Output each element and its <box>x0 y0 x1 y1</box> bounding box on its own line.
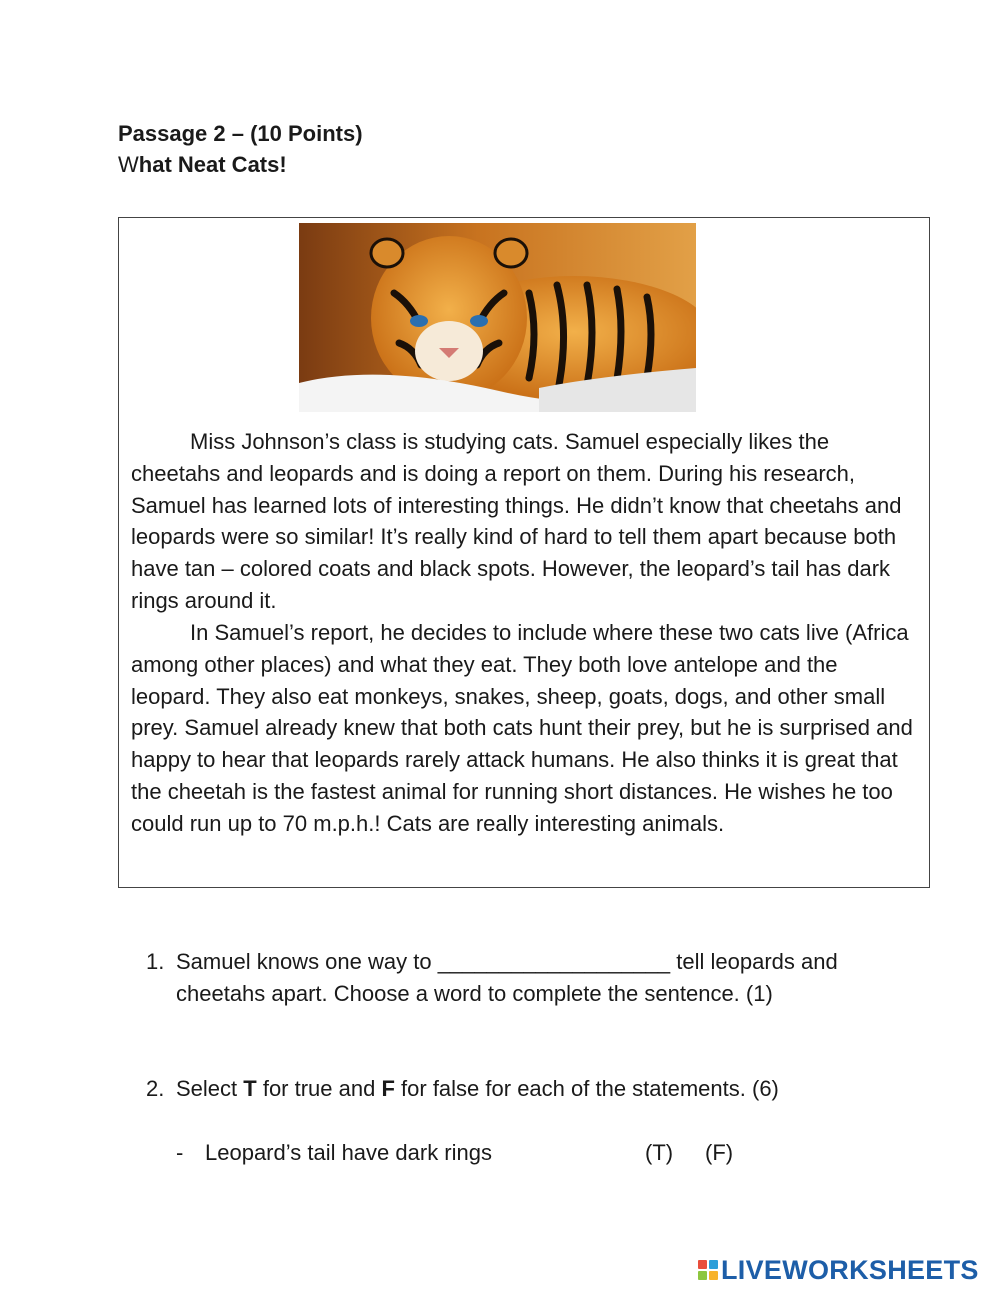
worksheet-heading <box>118 118 363 180</box>
passage-box <box>118 217 930 888</box>
logo-text: LIVEWORKSHEETS <box>721 1254 979 1285</box>
q2-mid: for true and <box>256 1076 382 1101</box>
tiger-illustration <box>299 223 696 412</box>
logo-square-yellow <box>709 1271 718 1280</box>
statement-dash: - <box>176 1140 184 1165</box>
logo-square-green <box>698 1271 707 1280</box>
q2-true-letter: T <box>243 1076 257 1101</box>
passage-subtitle <box>118 149 363 180</box>
subtitle-rest: hat Neat Cats! <box>138 152 287 177</box>
passage-title: Passage 2 – (10 Points) <box>118 121 363 146</box>
logo-square-blue <box>709 1260 718 1269</box>
liveworksheets-logo <box>698 1255 979 1285</box>
question-1-text: Samuel knows one way to ___________________ tell leopards and cheetahs apart. Choose a word to complete the sentence. (1) <box>176 949 838 1006</box>
subtitle-first-letter: W <box>118 152 139 177</box>
false-option[interactable]: (F) <box>705 1140 734 1165</box>
logo-icon <box>698 1260 718 1280</box>
q2-pre: Select <box>176 1076 244 1101</box>
logo-square-red <box>698 1260 707 1269</box>
q2-post: for false for each of the statements. (6) <box>394 1076 779 1101</box>
passage-paragraph-1: Miss Johnson’s class is studying cats. Samuel especially likes the cheetahs and leopards and is doing a report on them. During his research, Samuel has learned lots of interesting things. He didn’t know that cheetahs and leopards were so similar! It’s really kind of hard to tell them apart because both have tan – colored coats and black spots. However, the leopard’s tail has dark rings around it. <box>131 429 902 613</box>
statement-text: Leopard’s tail have dark rings <box>205 1140 492 1165</box>
passage-paragraph-2: In Samuel’s report, he decides to include where these two cats live (Africa among other places) and what they eat. They both love antelope and the leopard. They also eat monkeys, snakes, sheep, goats, dogs, and other small prey. Samuel already knew that both cats hunt their prey, but he is surprised and happy to hear that leopards rarely attack humans. He also thinks it is great that the cheetah is the fastest animal for running short distances. He wishes he too could run up to 70 m.p.h.! Cats are really interesting animals. <box>131 620 913 836</box>
tiger-photo <box>299 223 696 412</box>
question-2-text <box>176 1073 779 1105</box>
question-2-number: 2. <box>146 1076 165 1101</box>
q2-false-letter: F <box>381 1076 395 1101</box>
true-option[interactable]: (T) <box>645 1140 674 1165</box>
question-1-number: 1. <box>146 949 165 974</box>
